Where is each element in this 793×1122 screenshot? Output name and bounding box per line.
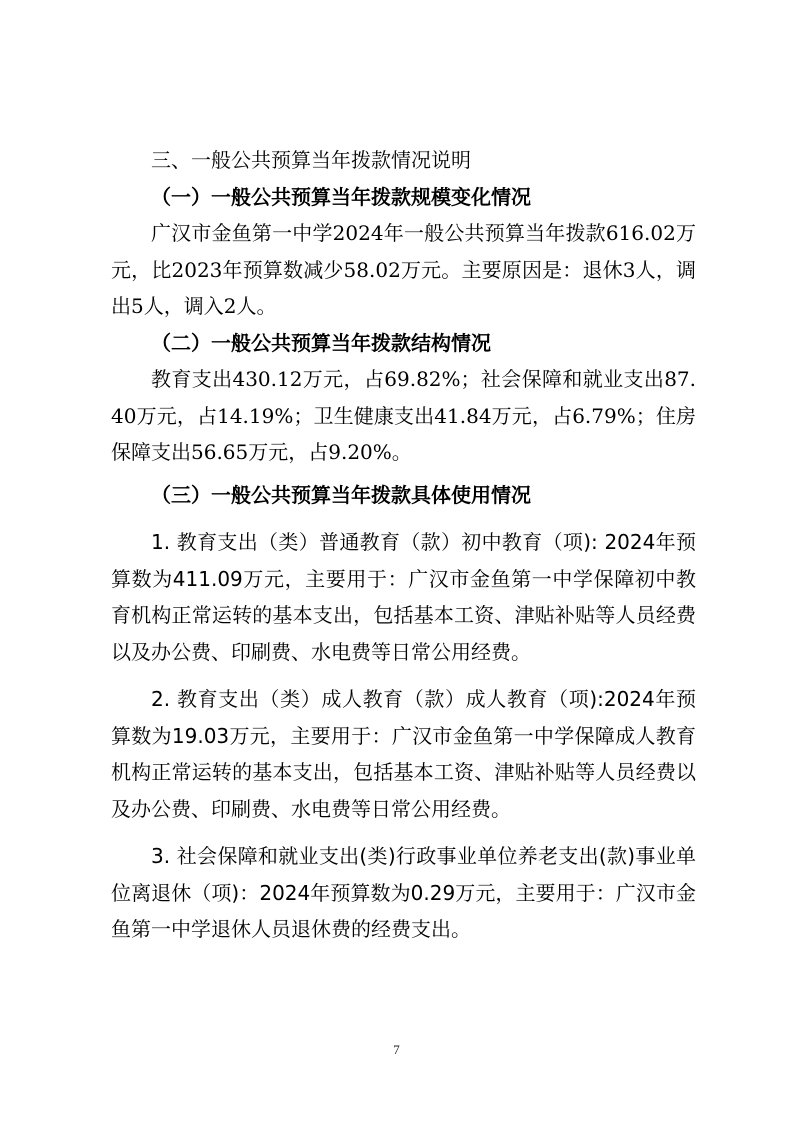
subsection-heading-usage: （三）一般公共预算当年拨款具体使用情况 [151, 482, 531, 507]
usage-item-1: 1. 教育支出（类）普通教育（款）初中教育（项): 2024年预算数为411.09万元，主要用于：广汉市金鱼第一中学保障初中教育机构正常运转的基本支出，包括基本工资、津贴补贴等人员经费以及办公费、印刷费、水电费等日常公用经费。 [111, 530, 696, 664]
subsection-heading-scale: （一）一般公共预算当年拨款规模变化情况 [151, 184, 531, 209]
section-heading: 三、一般公共预算当年拨款情况说明 [151, 148, 471, 172]
document-body [111, 142, 696, 948]
subsection-heading-structure: （二）一般公共预算当年拨款结构情况 [151, 330, 491, 355]
usage-item-3: 3. 社会保障和就业支出(类)行政事业单位养老支出(款)事业单位离退休（项)：2024年预算数为0.29万元，主要用于：广汉市金鱼第一中学退休人员退休费的经费支出。 [111, 844, 696, 941]
paragraph-structure: 教育支出430.12万元，占69.82%；社会保障和就业支出87.40万元，占14.19%；卫生健康支出41.84万元，占6.79%；住房保障支出56.65万元，占9.20%。 [111, 367, 696, 464]
page-number: 7 [393, 1042, 400, 1057]
paragraph-scale-change: 广汉市金鱼第一中学2024年一般公共预算当年拨款616.02万元，比2023年预算数减少58.02万元。主要原因是：退休3人，调出5人，调入2人。 [111, 221, 696, 318]
usage-item-2: 2. 教育支出（类）成人教育（款）成人教育（项):2024年预算数为19.03万元，主要用于：广汉市金鱼第一中学保障成人教育机构正常运转的基本支出，包括基本工资、津贴补贴等人员经费以及办公费、印刷费、水电费等日常公用经费。 [111, 687, 696, 821]
